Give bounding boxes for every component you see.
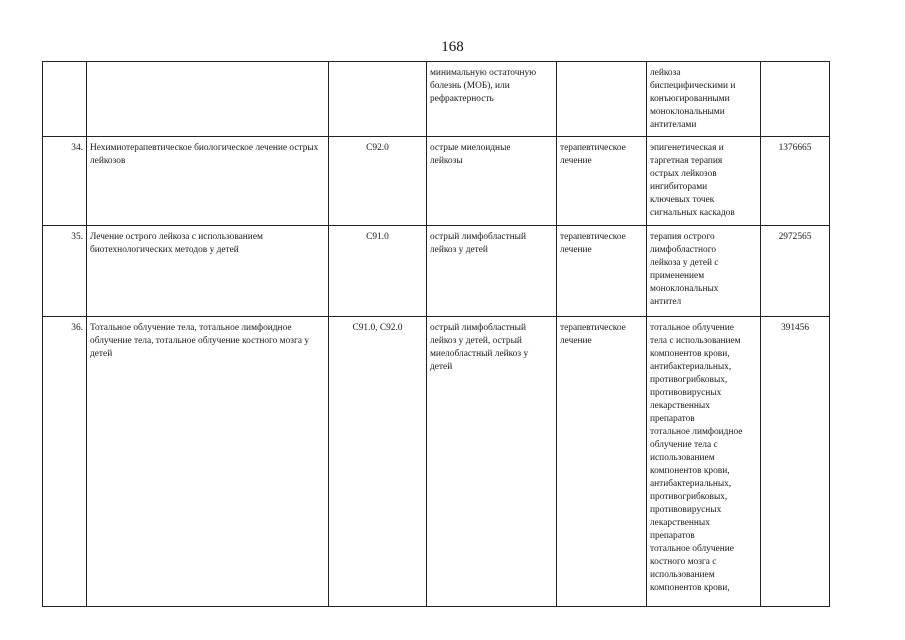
treatment-method xyxy=(647,317,761,607)
table-row xyxy=(43,226,830,317)
text-line: ингибиторами xyxy=(650,182,708,192)
row-number: 34. xyxy=(43,137,87,226)
care-name: Нехимиотерапевтическое биологическое лечение острых лейкозов xyxy=(87,137,329,226)
text-line: тотальное облучение xyxy=(650,323,734,333)
text-line: антибактериальных, xyxy=(650,362,732,372)
patient-model xyxy=(427,317,557,607)
text-line: лейкоз у детей xyxy=(430,245,488,255)
icd-codes: C92.0 xyxy=(329,137,427,226)
text-line: эпигенетическая и xyxy=(650,143,724,153)
treatment-method xyxy=(647,62,761,137)
text-line: лекарственных xyxy=(650,401,710,411)
text-line: антибактериальных, xyxy=(650,479,732,489)
text-line: применением xyxy=(650,271,705,281)
text-line: острых лейкозов xyxy=(650,169,717,179)
text-line: терапия острого xyxy=(650,232,715,242)
text-line: детей xyxy=(430,362,453,372)
text-line: болезнь (МОБ), или xyxy=(430,81,510,91)
row-number: 36. xyxy=(43,317,87,607)
care-name: Тотальное облучение тела, тотальное лимфоидное облучение тела, тотальное облучение костного мозга у детей xyxy=(87,317,329,607)
text-line: антителами xyxy=(650,120,697,130)
text-line: биспецифическими и xyxy=(650,81,736,91)
text-line: лимфобластного xyxy=(650,245,717,255)
icd-codes: C91.0, C92.0 xyxy=(329,317,427,607)
page-number: 168 xyxy=(441,39,464,55)
table-row xyxy=(43,62,830,137)
medical-care-table xyxy=(42,61,830,607)
text-line: минимальную остаточную xyxy=(430,68,537,78)
text-line: использованием xyxy=(650,570,715,580)
row-number xyxy=(43,62,87,137)
text-line: тотальное лимфоидное xyxy=(650,427,743,437)
text-line: облучение тела с xyxy=(650,440,718,450)
icd-codes: C91.0 xyxy=(329,226,427,317)
text-line: таргетная терапия xyxy=(650,156,723,166)
text-line: острый лимфобластный xyxy=(430,323,526,333)
text-line: лейкоза xyxy=(650,68,681,78)
text-line: ключевых точек xyxy=(650,195,715,205)
icd-codes xyxy=(329,62,427,137)
text-line: противовирусных xyxy=(650,505,722,515)
treatment-type: терапевтическое лечение xyxy=(557,317,647,607)
text-line: конъюгированными xyxy=(650,94,730,104)
text-line: лейкозы xyxy=(430,156,463,166)
text-line: компонентов крови, xyxy=(650,466,730,476)
treatment-method xyxy=(647,226,761,317)
price: 391456 xyxy=(761,317,830,607)
treatment-type: терапевтическое лечение xyxy=(557,226,647,317)
text-line: рефрактерность xyxy=(430,94,494,104)
table-row xyxy=(43,317,830,607)
text-line: острый лимфобластный xyxy=(430,232,526,242)
text-line: противогрибковых, xyxy=(650,492,728,502)
text-line: противогрибковых, xyxy=(650,375,728,385)
text-line: компонентов крови, xyxy=(650,349,730,359)
text-line: противовирусных xyxy=(650,388,722,398)
patient-model xyxy=(427,62,557,137)
treatment-type xyxy=(557,62,647,137)
text-line: препаратов xyxy=(650,414,695,424)
price: 2972565 xyxy=(761,226,830,317)
patient-model xyxy=(427,226,557,317)
text-line: использованием xyxy=(650,453,715,463)
care-name: Лечение острого лейкоза с использованием биотехнологических методов у детей xyxy=(87,226,329,317)
text-line: тотальное облучение xyxy=(650,544,734,554)
text-line: миелобластный лейкоз у xyxy=(430,349,529,359)
care-name xyxy=(87,62,329,137)
treatment-method xyxy=(647,137,761,226)
text-line: сигнальных каскадов xyxy=(650,208,735,218)
text-line: острые миелоидные xyxy=(430,143,511,153)
text-line: костного мозга с xyxy=(650,557,717,567)
treatment-type: терапевтическое лечение xyxy=(557,137,647,226)
row-number: 35. xyxy=(43,226,87,317)
price xyxy=(761,62,830,137)
text-line: тела с использованием xyxy=(650,336,741,346)
text-line: препаратов xyxy=(650,531,695,541)
text-line: лейкоз у детей, острый xyxy=(430,336,522,346)
text-line: лекарственных xyxy=(650,518,710,528)
text-line: моноклональными xyxy=(650,107,725,117)
price: 1376665 xyxy=(761,137,830,226)
text-line: компонентов крови, xyxy=(650,583,730,593)
text-line: моноклональных xyxy=(650,284,719,294)
text-line: лейкоза у детей с xyxy=(650,258,719,268)
text-line: антител xyxy=(650,297,682,307)
table-row xyxy=(43,137,830,226)
patient-model xyxy=(427,137,557,226)
